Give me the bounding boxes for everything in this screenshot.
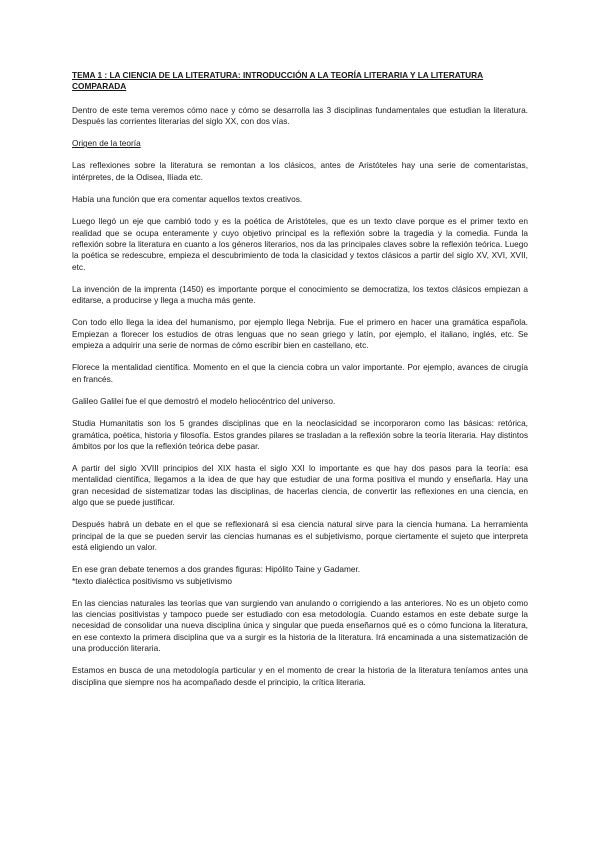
debate-note: *texto dialéctica positivismo vs subjetivismo (72, 575, 233, 586)
debate-line: En ese gran debate tenemos a dos grandes figuras: Hipólito Taine y Gadamer. (72, 564, 361, 575)
paragraph: Luego llegó un eje que cambió todo y es la poética de Aristóteles, que es un texto clave porque es el primer texto en realidad que se ocupa enteramente y cuyo objetivo principal es la reflexión sobre la tragedia y la comedia. Funda la reflexión sobre la literatura en cuanto a los géneros literarios, nos da las principales claves sobre la reflexión teórica. Luego la poética se redescubre, empieza el descubrimiento de toda la clasicidad y textos clásicos a partir del siglo XV, XVI, XVII, etc. (72, 216, 528, 272)
paragraph: Después habrá un debate en el que se reflexionará si esa ciencia natural sirve para la ciencia humana. La herramienta principal de la que se pueden servir las ciencias humanas es el subjetivismo, porque ciertamente el sujeto que interpreta está eligiendo un valor. (72, 519, 528, 552)
paragraph: Estamos en busca de una metodología particular y en el momento de crear la historia de la literatura teníamos antes una disciplina que siempre nos ha acompañado desde el principio, la crítica literaria. (72, 665, 528, 687)
paragraph: A partir del siglo XVIII principios del XIX hasta el siglo XXI lo importante es que hay dos pasos para la teoría: esa mentalidad científica, llegamos a la idea de que hay que estudiar de una forma positiva el mundo y enseñarla. Hay una gran necesidad de sistematizar todas las disciplinas, de hacerlas ciencia, de convertir las reflexiones en una ciencia, en algo que se puede justificar. (72, 463, 528, 508)
paragraph: Había una función que era comentar aquellos textos creativos. (72, 194, 303, 205)
section-heading: Origen de la teoría (72, 138, 141, 149)
document-page (72, 70, 528, 699)
document-title: TEMA 1 : LA CIENCIA DE LA LITERATURA: INTRODUCCIÓN A LA TEORÍA LITERARIA Y LA LITERATURA COMPARADA (72, 70, 484, 92)
paragraph: Con todo ello llega la idea del humanismo, por ejemplo llega Nebrija. Fue el primero en hacer una gramática española. Empiezan a florecer los estudios de otras lenguas que no sean griego y latín, por ejemplo, el italiano, inglés, etc. Se empieza a adquirir una serie de normas de cómo escribir bien en castellano, etc. (72, 317, 528, 351)
paragraph: Florece la mentalidad científica. Momento en el que la ciencia cobra un valor importante. Por ejemplo, avances de cirugía en francés. (72, 362, 528, 384)
paragraph: La invención de la imprenta (1450) es importante porque el conocimiento se democratiza, los textos clásicos empiezan a editarse, a producirse y llega a mucha más gente. (72, 283, 528, 306)
paragraph: Las reflexiones sobre la literatura se remontan a los clásicos, antes de Aristóteles hay una serie de comentaristas, intérpretes, de la Odisea, Ilíada etc. (72, 160, 528, 182)
paragraph: Galileo Galilei fue el que demostró el modelo heliocéntrico del universo. (72, 395, 336, 406)
paragraph: Studia Humanitatis son los 5 grandes disciplinas que en la neoclasicidad se incorporaron como las básicas: retórica, gramática, poética, historia y filosofía. Estos grandes pilares se trasladan a la reflexión sobre la teoría literaria. Hay distintos ámbitos por los que la reflexión teórica debe pasar. (72, 418, 528, 451)
paragraph: En las ciencias naturales las teorías que van surgiendo van anulando o corrigiendo a las anteriores. No es un objeto como las ciencias positivistas y tampoco puede ser estudiado con esa metodología. Cuando estamos en este debate surge la necesidad de consolidar una nueva disciplina única y singular que pueda enseñarnos qué es o cómo funciona la literatura, en ese contexto la primera disciplina que va a surgir es la historia de la literatura. Irá encaminada a una sistematización de una producción literaria. (72, 597, 528, 653)
intro-paragraph: Dentro de este tema veremos cómo nace y cómo se desarrolla las 3 disciplinas fundamentales que estudian la literatura. Después las corrientes literarias del siglo XX, con dos vías. (72, 104, 528, 126)
